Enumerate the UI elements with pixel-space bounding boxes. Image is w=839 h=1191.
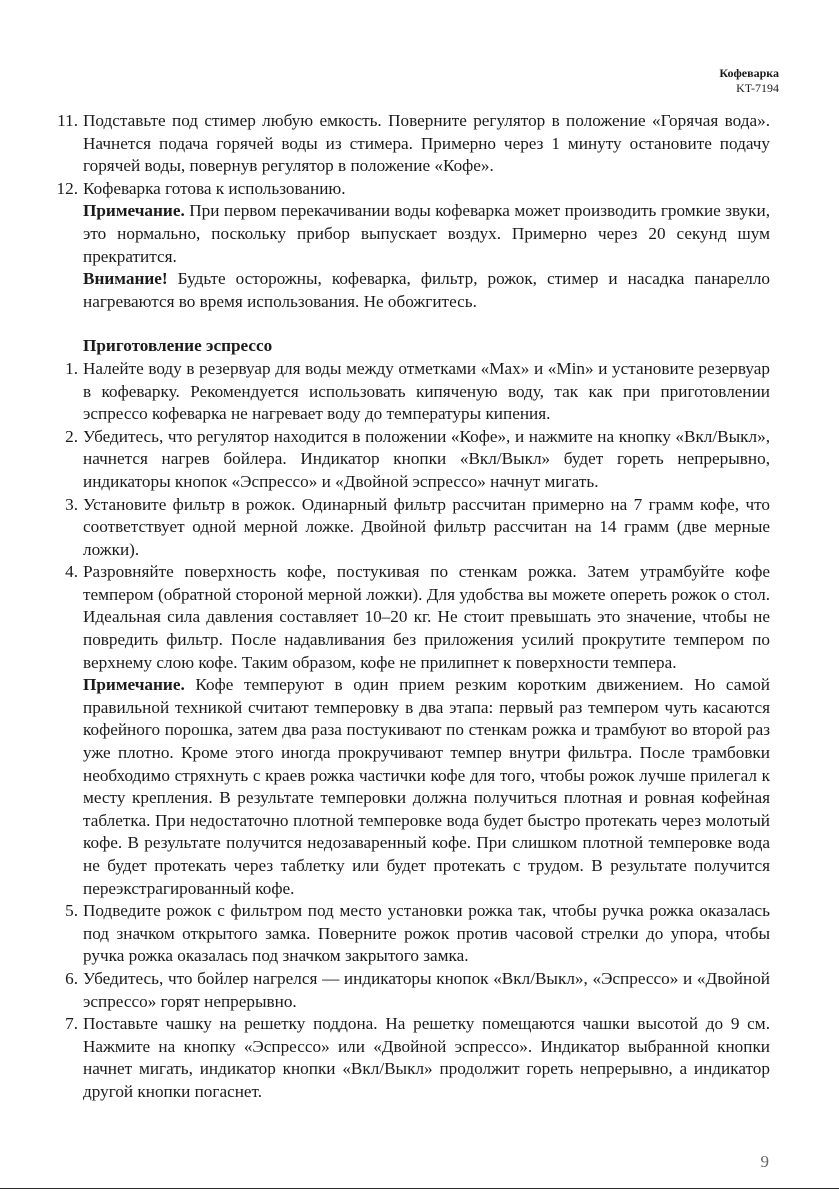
warning-paragraph <box>50 268 770 313</box>
bottom-rule <box>0 1188 839 1189</box>
model-code: KT-7194 <box>736 81 779 95</box>
item-number: 5. <box>65 901 78 921</box>
page-number: 9 <box>760 1152 769 1171</box>
list-item <box>50 358 770 426</box>
warning-label: Внимание! <box>83 269 168 289</box>
item-text: Убедитесь, что регулятор находится в положении «Кофе», и нажмите на кнопку «Вкл/Выкл», начнется нагрев бойлера. Индикатор кнопки «Вкл/Выкл» будет гореть непрерывно, индикаторы кнопок «Эспрессо» и «Двойной эспрессо» начнут мигать. <box>83 426 770 491</box>
product-name: Кофеварка <box>719 66 779 80</box>
list-item <box>50 1013 770 1103</box>
item-number: 1. <box>65 358 78 378</box>
page-header <box>719 66 779 96</box>
instructions-body <box>50 110 770 1104</box>
item-number: 2. <box>65 426 78 446</box>
item-text: Поставьте чашку на решетку поддона. На решетку помещаются чашки высотой до 9 см. Нажмите на кнопку «Эспрессо» или «Двойной эспрессо». Индикатор выбранной кнопки начнет мигать, индикатор кнопки «Вкл/Выкл» продолжит гореть непрерывно, а индикатор другой кнопки погаснет. <box>83 1014 770 1101</box>
item-number: 3. <box>65 494 78 514</box>
list-item <box>50 900 770 968</box>
section-heading: Приготовление эспрессо <box>83 336 273 356</box>
list-item <box>50 968 770 1013</box>
item-number: 12. <box>56 178 78 198</box>
item-text: Разровняйте поверхность кофе, постукивая по стенкам рожка. Затем утрамбуйте кофе темпером (обратной стороной мерной ложки). Для удобства вы можете опереть рожок о стол. Идеальная сила давления составляет 10–20 кг. Не стоит превышать это значение, чтобы не повредить фильтр. После надавливания без приложения усилий прокрутите темпером по верхнему слою кофе. Таким образом, кофе не прилипнет к поверхности темпера. <box>83 562 770 672</box>
item-number: 7. <box>65 1014 78 1034</box>
list-item <box>50 561 770 674</box>
item-number: 6. <box>65 968 78 988</box>
item-text: Кофеварка готова к использованию. <box>83 178 346 198</box>
item-text: Убедитесь, что бойлер нагрелся — индикаторы кнопок «Вкл/Выкл», «Эспрессо» и «Двойной эспрессо» горят непрерывно. <box>83 968 770 1011</box>
item-text: Установите фильтр в рожок. Одинарный фильтр рассчитан примерно на 7 грамм кофе, что соответствует одной мерной ложке. Двойной фильтр рассчитан на 14 грамм (две мерные ложки). <box>83 494 770 559</box>
list-item <box>50 178 770 201</box>
item-text: Подведите рожок с фильтром под место установки рожка так, чтобы ручка рожка оказалась под значком открытого замка. Поверните рожок против часовой стрелки до упора, чтобы ручка рожка оказалась под значком закрытого замка. <box>83 901 770 966</box>
note-text: При первом перекачивании воды кофеварка может производить громкие звуки, это нормально, поскольку прибор выпускает воздух. Примерно через 20 секунд шум прекратится. <box>83 201 770 266</box>
warning-text: Будьте осторожны, кофеварка, фильтр, рожок, стимер и насадка панарелло нагреваются во время использования. Не обожгитесь. <box>83 269 770 311</box>
list-item <box>50 426 770 494</box>
list-item <box>50 110 770 178</box>
item-number: 4. <box>65 562 78 582</box>
note-paragraph <box>50 674 770 900</box>
note-label: Примечание. <box>83 201 185 221</box>
note-text: Кофе темперуют в один прием резким коротким движением. Но самой правильной техникой считают темперовку в два этапа: первый раз темпером чуть касаются кофейного порошка, затем два раза постукивают по стенкам рожка и трамбуют во второй раз уже плотно. Кроме этого иногда прокручивают темпер внутри фильтра. После трамбовки необходимо стряхнуть с краев рожка частички кофе для того, чтобы рожок лучше прилегал к месту крепления. В результате темперовки должна получиться плотная и ровная кофейная таблетка. При недостаточно плотной темперовке вода будет быстро протекать через молотый кофе. В результате получится недозаваренный кофе. При слишком плотной темперовке вода не будет протекать через таблетку или будет протекать с трудом. В результате получится переэкстрагированный кофе. <box>83 675 770 898</box>
note-label: Примечание. <box>83 675 185 695</box>
item-text: Подставьте под стимер любую емкость. Поверните регулятор в положение «Горячая вода». Начнется подача горячей воды из стимера. Примерно через 1 минуту остановите подачу горячей воды, повернув регулятор в положение «Кофе». <box>83 111 770 176</box>
note-paragraph <box>50 200 770 268</box>
item-number: 11. <box>57 111 78 130</box>
item-text: Налейте воду в резервуар для воды между отметками «Max» и «Min» и установите резервуар в кофеварку. Рекомендуется использовать кипяченую воду, так как при приготовлении эспрессо кофеварка не нагревает воду до температуры кипения. <box>83 358 770 424</box>
list-item <box>50 494 770 562</box>
